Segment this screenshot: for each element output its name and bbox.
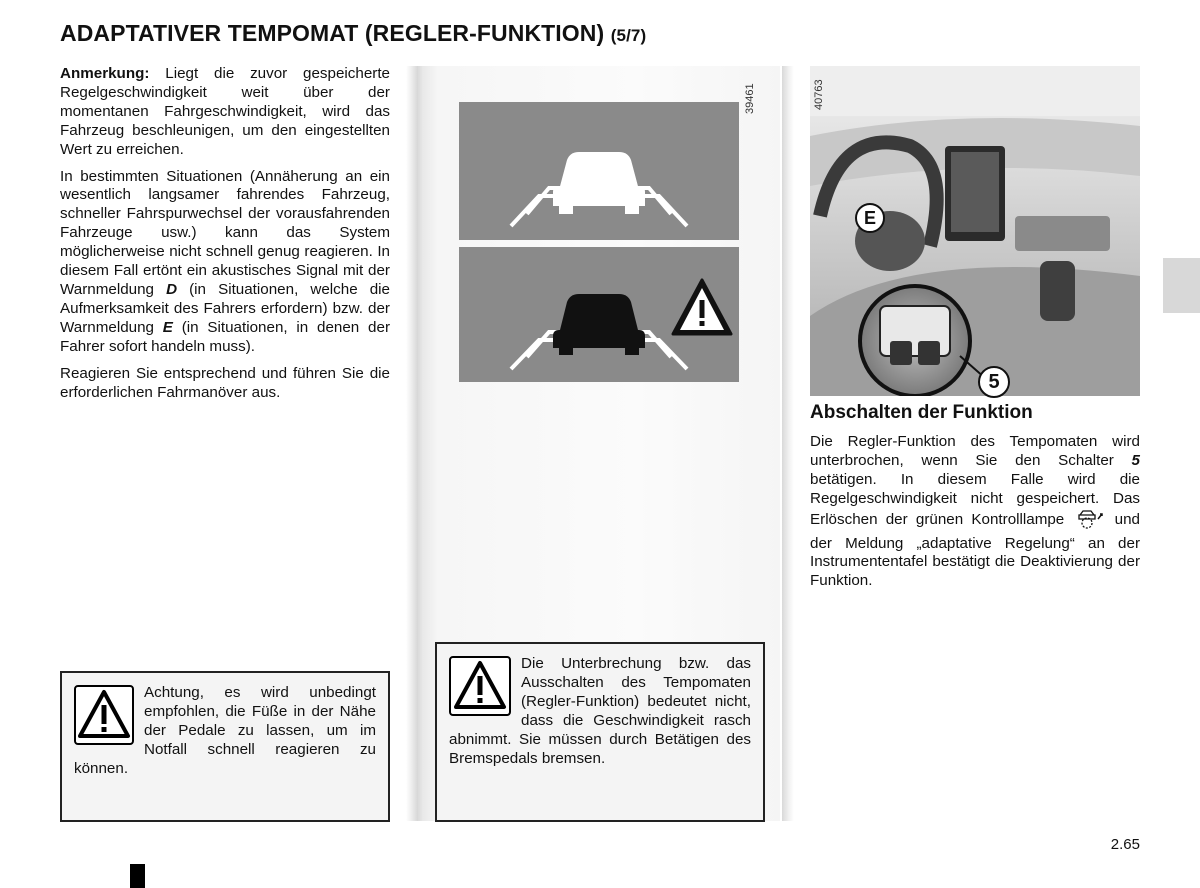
callout-e: E [855, 203, 885, 233]
callout-5: 5 [978, 366, 1010, 398]
feet-warning-box [60, 671, 390, 822]
situations-text-c: (in Situationen, in denen der Fahrer sofort handeln muss). [60, 318, 390, 355]
dashboard-photo [810, 66, 1140, 396]
column-3-text [810, 402, 1140, 599]
deactivation-text-a: Die Regler-Funktion des Tempomaten wird unterbrochen, wenn Sie den Schalter [810, 433, 1140, 469]
adaptive-cruise-icon [1074, 509, 1104, 535]
page-fraction: (5/7) [610, 26, 647, 45]
note-text: Liegt die zuvor gespeicherte Regelgeschwindigkeit weit über der momentanen Fahrgeschwindigkeit, wird das Fahrzeug beschleunigen, um den eingestellten Wert zu erreichen. [60, 65, 390, 158]
crop-mark [130, 864, 145, 888]
black-car-icon [553, 294, 645, 355]
page-title-text: ADAPTATIVER TEMPOMAT (REGLER-FUNKTION) [60, 20, 605, 46]
feet-warning-text: Achtung, es wird unbedingt empfohlen, die Füße in der Nähe der Pedale zu lassen, um im Notfall schnell reagieren zu können. [74, 684, 376, 777]
warning-code-e: E [162, 318, 173, 336]
deactivation-text-c: und der Meldung „adaptative Regelung“ an der Instrumententafel bestätigt die Deaktivierung der Funktion. [810, 510, 1140, 590]
warning-triangle-icon [74, 685, 134, 745]
page-title [60, 20, 646, 47]
react-paragraph: Reagieren Sie entsprechend und führen Sie die erforderlichen Fahrmanöver aus. [60, 364, 390, 401]
situations-text-a: In bestimmten Situationen (Annäherung an ein wesentlich langsamer fahrendes Fahrzeug, schneller Fahrspurwechsel der vorausfahrenden Fahrzeuge usw.) kann das System möglicherweise nicht schnell genug reagieren. In diesem Fall ertönt ein akustisches Signal mit der Warnmeldung [60, 167, 390, 298]
switch-number: 5 [1131, 451, 1140, 469]
braking-warning-box [435, 642, 765, 822]
column-divider-2 [782, 66, 794, 821]
note-paragraph [60, 65, 390, 160]
image-ref-39461: 39461 [744, 83, 756, 114]
image-ref-40763: 40763 [813, 79, 825, 110]
white-car-icon [553, 152, 645, 214]
chapter-tab-marker [1163, 258, 1200, 313]
warning-code-d: D [166, 280, 178, 298]
column-divider-1 [406, 66, 418, 821]
note-label: Anmerkung: [60, 65, 150, 82]
deactivation-paragraph [810, 433, 1140, 591]
braking-warning-text: Die Unterbrechung bzw. das Ausschalten des Tempomaten (Regler-Funktion) bedeutet nicht, dass die Geschwindigkeit rasch abnimmt. Sie müssen durch Betätigen des Bremspedals bremsen. [449, 655, 751, 767]
column-1 [60, 65, 390, 410]
situations-text-b: (in Situationen, welche die Aufmerksamkeit des Fahrers erfordern) bzw. der Warnmeldung [60, 280, 390, 336]
section-heading: Abschalten der Funktion [810, 402, 1033, 423]
situations-paragraph [60, 168, 390, 357]
page-number: 2.65 [1110, 836, 1140, 853]
deactivation-text-b: betätigen. In diesem Falle wird die Regelgeschwindigkeit nicht gespeichert. Das Erlöschen der grünen Kontrolllampe [810, 470, 1140, 528]
warning-triangle-icon [449, 656, 511, 716]
distance-warning-display-illustration [459, 102, 739, 382]
